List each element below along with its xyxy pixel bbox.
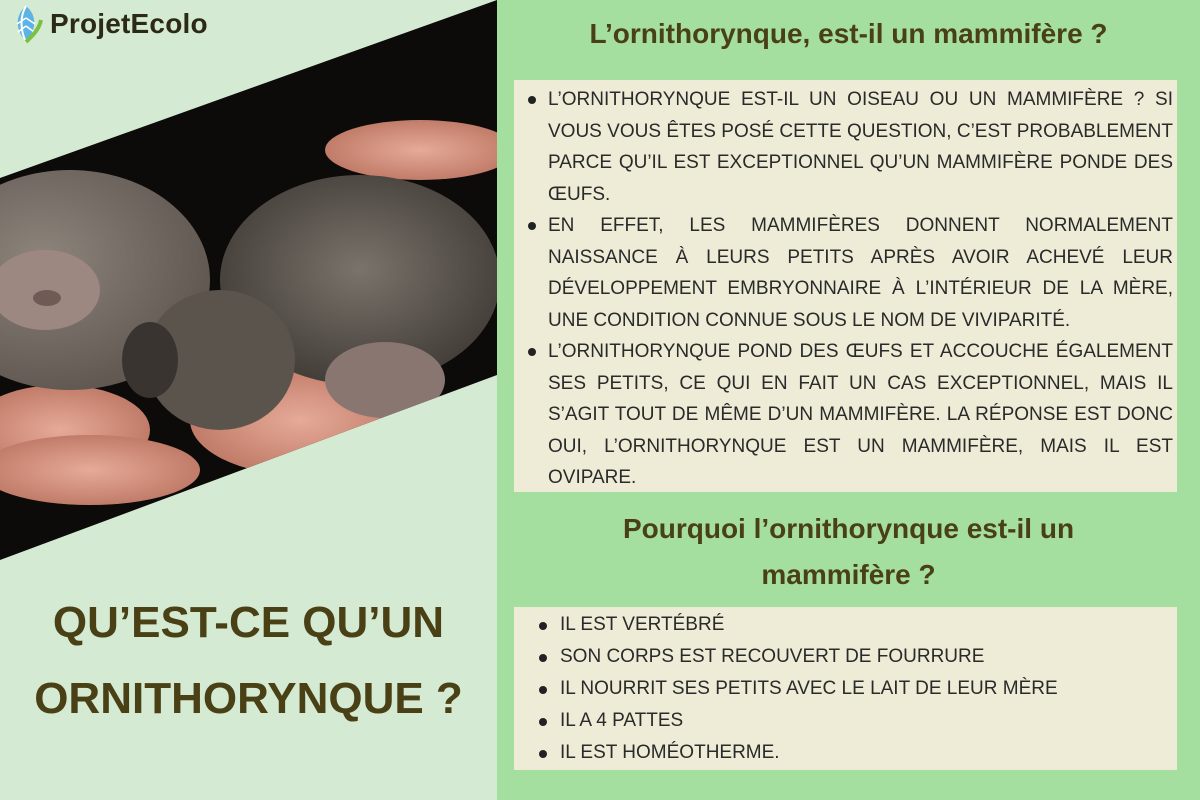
section2-heading-line2: mammifère ? [761, 559, 936, 590]
section1-paragraph-3: L’ORNITHORYNQUE POND DES ŒUFS ET ACCOUCHE ÉGALEMENT SES PETITS, CE QUI EN FAIT UN CAS EXCEPTIONNEL, MAIS IL S’AGIT TOUT DE MÊME D’UN MAMMIFÈRE. LA RÉPONSE EST DONC OUI, L’ORNITHORYNQUE EST UN MAMMIFÈRE, MAIS IL EST OVIPARE. [524, 336, 1173, 494]
leaf-icon [8, 4, 44, 44]
page-title: QU’EST-CE QU’UN ORNITHORYNQUE ? [34, 598, 463, 723]
section2-box [514, 607, 1177, 770]
section2-list [536, 609, 1177, 769]
section2-heading-line1: Pourquoi l’ornithorynque est-il un [622, 513, 1075, 544]
list-item: IL NOURRIT SES PETITS AVEC LE LAIT DE LEUR MÈRE [536, 673, 1177, 705]
section1-paragraph-1: L’ORNITHORYNQUE EST-IL UN OISEAU OU UN MAMMIFÈRE ? SI VOUS VOUS ÊTES POSÉ CETTE QUESTION, C’EST PROBABLEMENT PARCE QU’IL EST EXCEPTIONNEL QU’UN MAMMIFÈRE PONDE DES ŒUFS. [524, 84, 1173, 210]
list-item: SON CORPS EST RECOUVERT DE FOURRURE [536, 641, 1177, 673]
logo-text: ProjetEcolo [50, 8, 208, 39]
list-item: IL EST VERTÉBRÉ [536, 609, 1177, 641]
list-item: IL EST HOMÉOTHERME. [536, 737, 1177, 769]
right-panel [497, 0, 1200, 800]
section1-paragraph-2: EN EFFET, LES MAMMIFÈRES DONNENT NORMALEMENT NAISSANCE À LEURS PETITS APRÈS AVOIR ACHEVÉ LEUR DÉVELOPPEMENT EMBRYONNAIRE À L’INTÉRIEUR DE LA MÈRE, UNE CONDITION CONNUE SOUS LE NOM DE VIVIPARITÉ. [524, 210, 1173, 336]
list-item: IL A 4 PATTES [536, 705, 1177, 737]
section1-box [514, 80, 1177, 492]
left-panel [0, 0, 497, 800]
platypus-photo [0, 0, 497, 560]
section2-heading [497, 506, 1200, 598]
section1-heading: L’ornithorynque, est-il un mammifère ? [589, 18, 1108, 49]
logo[interactable] [8, 2, 208, 46]
section1-list [524, 84, 1173, 494]
